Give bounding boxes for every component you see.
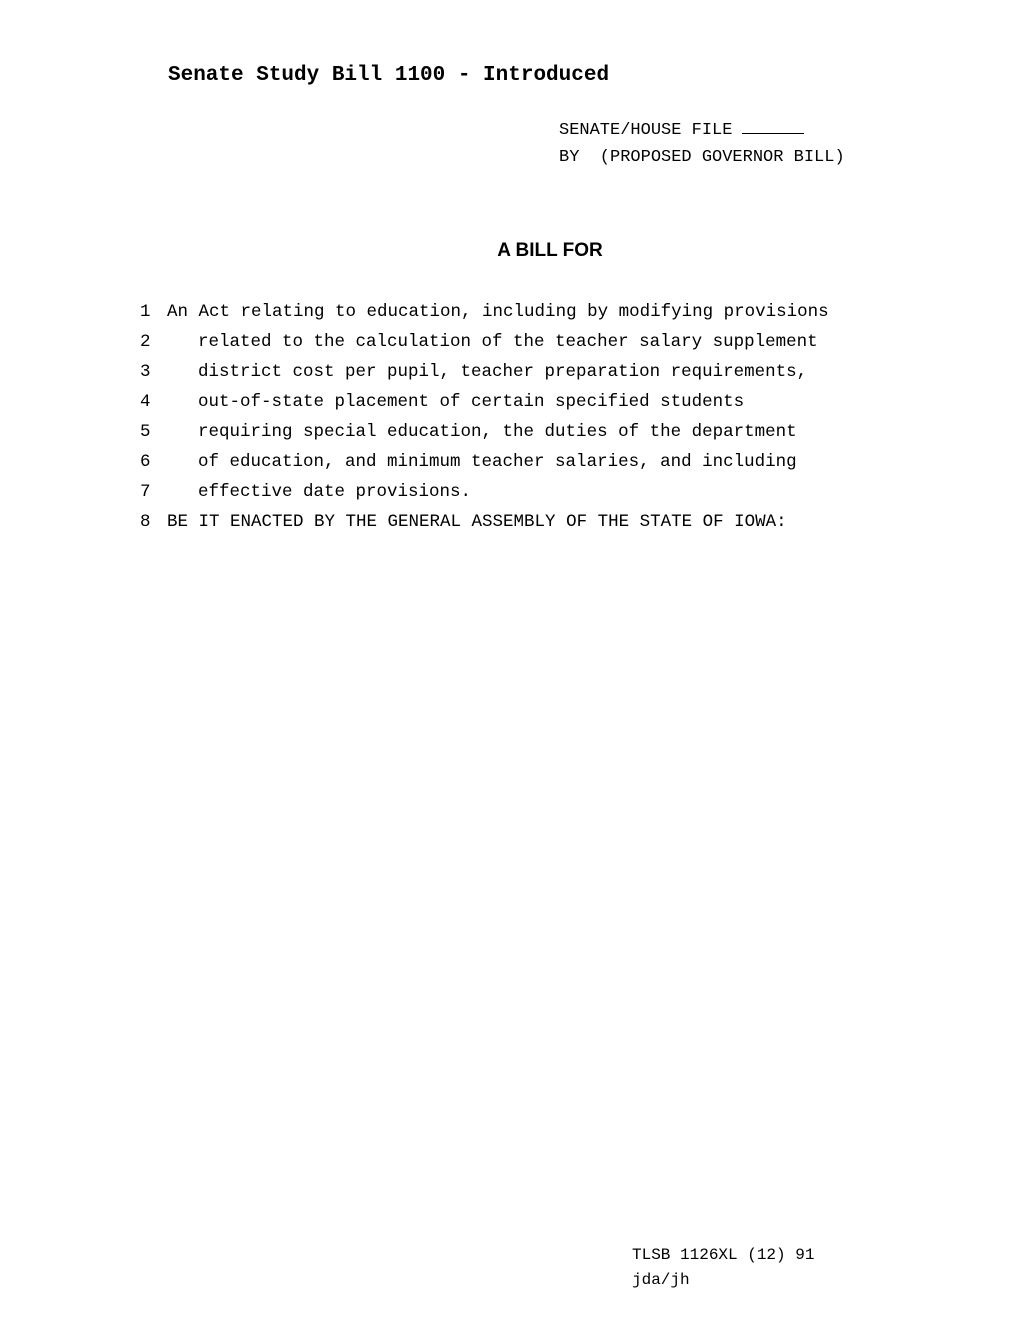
line-number: 4 [140,392,151,412]
line-number: 1 [140,302,151,322]
bill-line [140,509,829,539]
line-text: out-of-state placement of certain specified students [198,392,745,412]
bill-text [140,299,829,539]
line-number: 7 [140,482,151,502]
sponsor-line: BY (PROPOSED GOVERNOR BILL) [559,148,845,167]
document-title: Senate Study Bill 1100 - Introduced [168,64,610,87]
line-text: district cost per pupil, teacher preparation requirements, [198,362,808,382]
line-text: of education, and minimum teacher salaries, and including [198,452,797,472]
line-number: 2 [140,332,151,352]
line-number: 5 [140,422,151,442]
document-code: TLSB 1126XL (12) 91 [632,1246,815,1264]
line-text: related to the calculation of the teacher salary supplement [198,332,818,352]
bill-line [140,329,829,359]
line-number: 6 [140,452,151,472]
line-number: 3 [140,362,151,382]
bill-heading: A BILL FOR [497,240,603,261]
line-text: effective date provisions. [198,482,472,502]
file-number-line [559,119,804,142]
enacting-clause: BE IT ENACTED BY THE GENERAL ASSEMBLY OF THE STATE OF IOWA: [167,512,787,532]
file-label: SENATE/HOUSE FILE [559,121,733,140]
line-text: requiring special education, the duties of the department [198,422,797,442]
bill-line [140,389,829,419]
bill-line [140,449,829,479]
line-text: An Act relating to education, including by modifying provisions [167,302,829,322]
bill-line [140,359,829,389]
bill-line [140,479,829,509]
drafter-initials: jda/jh [632,1271,690,1289]
bill-line [140,419,829,449]
file-number-blank [742,119,804,134]
bill-line [140,299,829,329]
line-number: 8 [140,512,151,532]
